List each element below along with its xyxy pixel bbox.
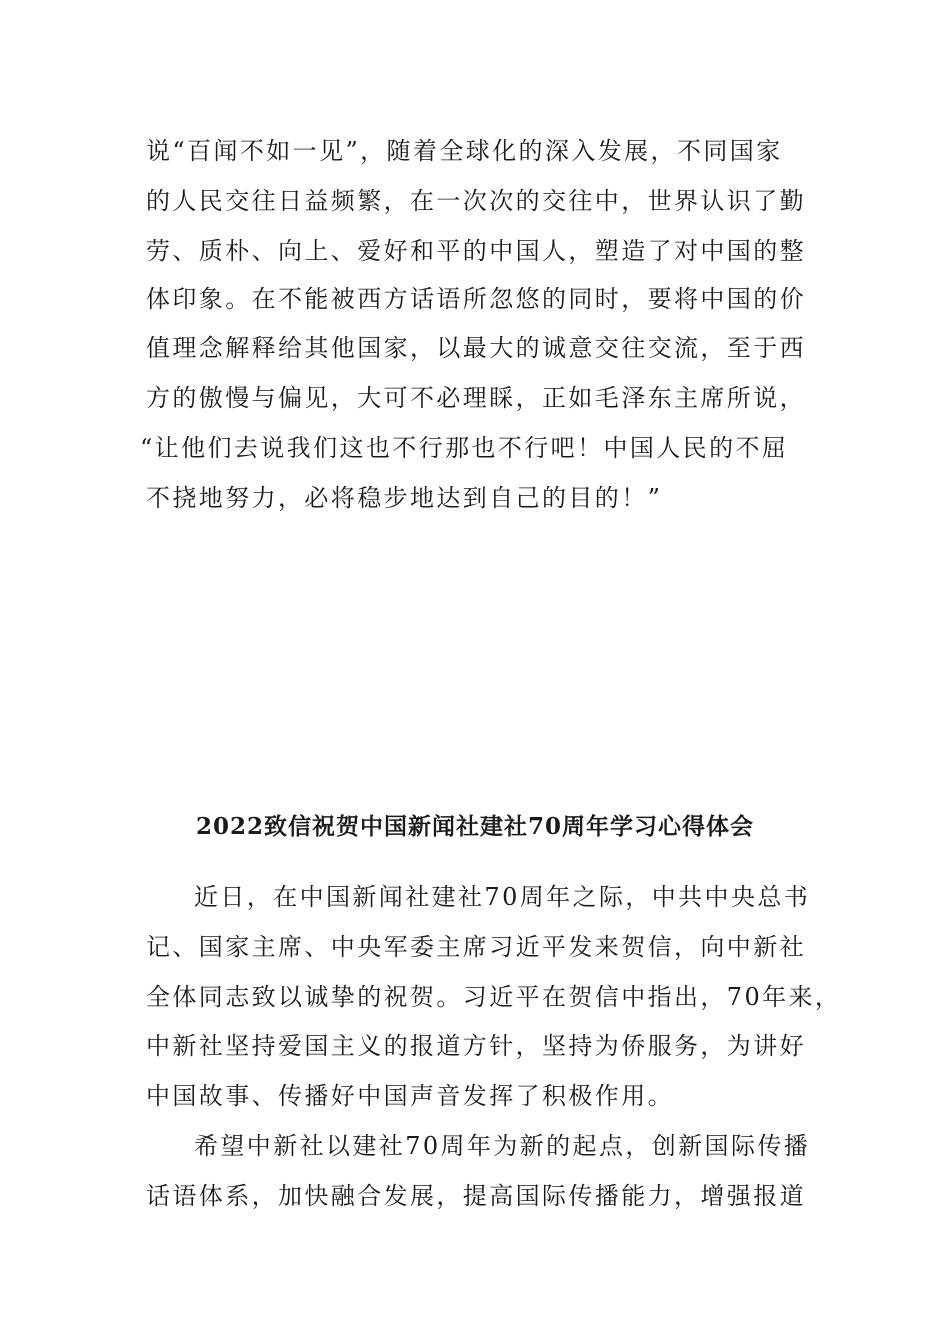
text-line: 全体同志致以诚挚的祝贺。习近平在贺信中指出，70年来， [146, 983, 842, 1011]
text-line: 不挠地努力，必将稳步地达到自己的目的！” [146, 484, 663, 512]
text-line: “让他们去说我们这也不行那也不行吧！中国人民的不屈 [140, 434, 789, 462]
text-line: 中新社坚持爱国主义的报道方针，坚持为侨服务，为讲好 [146, 1032, 806, 1060]
text-line: 的人民交往日益频繁，在一次次的交往中，世界认识了勤 [146, 187, 806, 215]
text-line: 方的傲慢与偏见，大可不必理睬，正如毛泽东主席所说， [146, 384, 806, 412]
text-line: 体印象。在不能被西方话语所忽悠的同时，要将中国的价 [146, 285, 806, 313]
text-line: 说“百闻不如一见”，随着全球化的深入发展，不同国家 [146, 137, 783, 165]
text-line: 记、国家主席、中央军委主席习近平发来贺信，向中新社 [146, 933, 806, 961]
article-title: 2022致信祝贺中国新闻社建社70周年学习心得体会 [195, 813, 755, 840]
text-line: 值理念解释给其他国家，以最大的诚意交往交流，至于西 [146, 334, 806, 362]
text-line: 希望中新社以建社70周年为新的起点，创新国际传播 [194, 1132, 811, 1160]
text-line: 中国故事、传播好中国声音发挥了积极作用。 [146, 1082, 674, 1110]
text-line: 劳、质朴、向上、爱好和平的中国人，塑造了对中国的整 [146, 237, 806, 265]
text-line: 近日，在中国新闻社建社70周年之际，中共中央总书 [194, 883, 811, 911]
text-line: 话语体系，加快融合发展，提高国际传播能力，增强报道 [146, 1182, 806, 1210]
